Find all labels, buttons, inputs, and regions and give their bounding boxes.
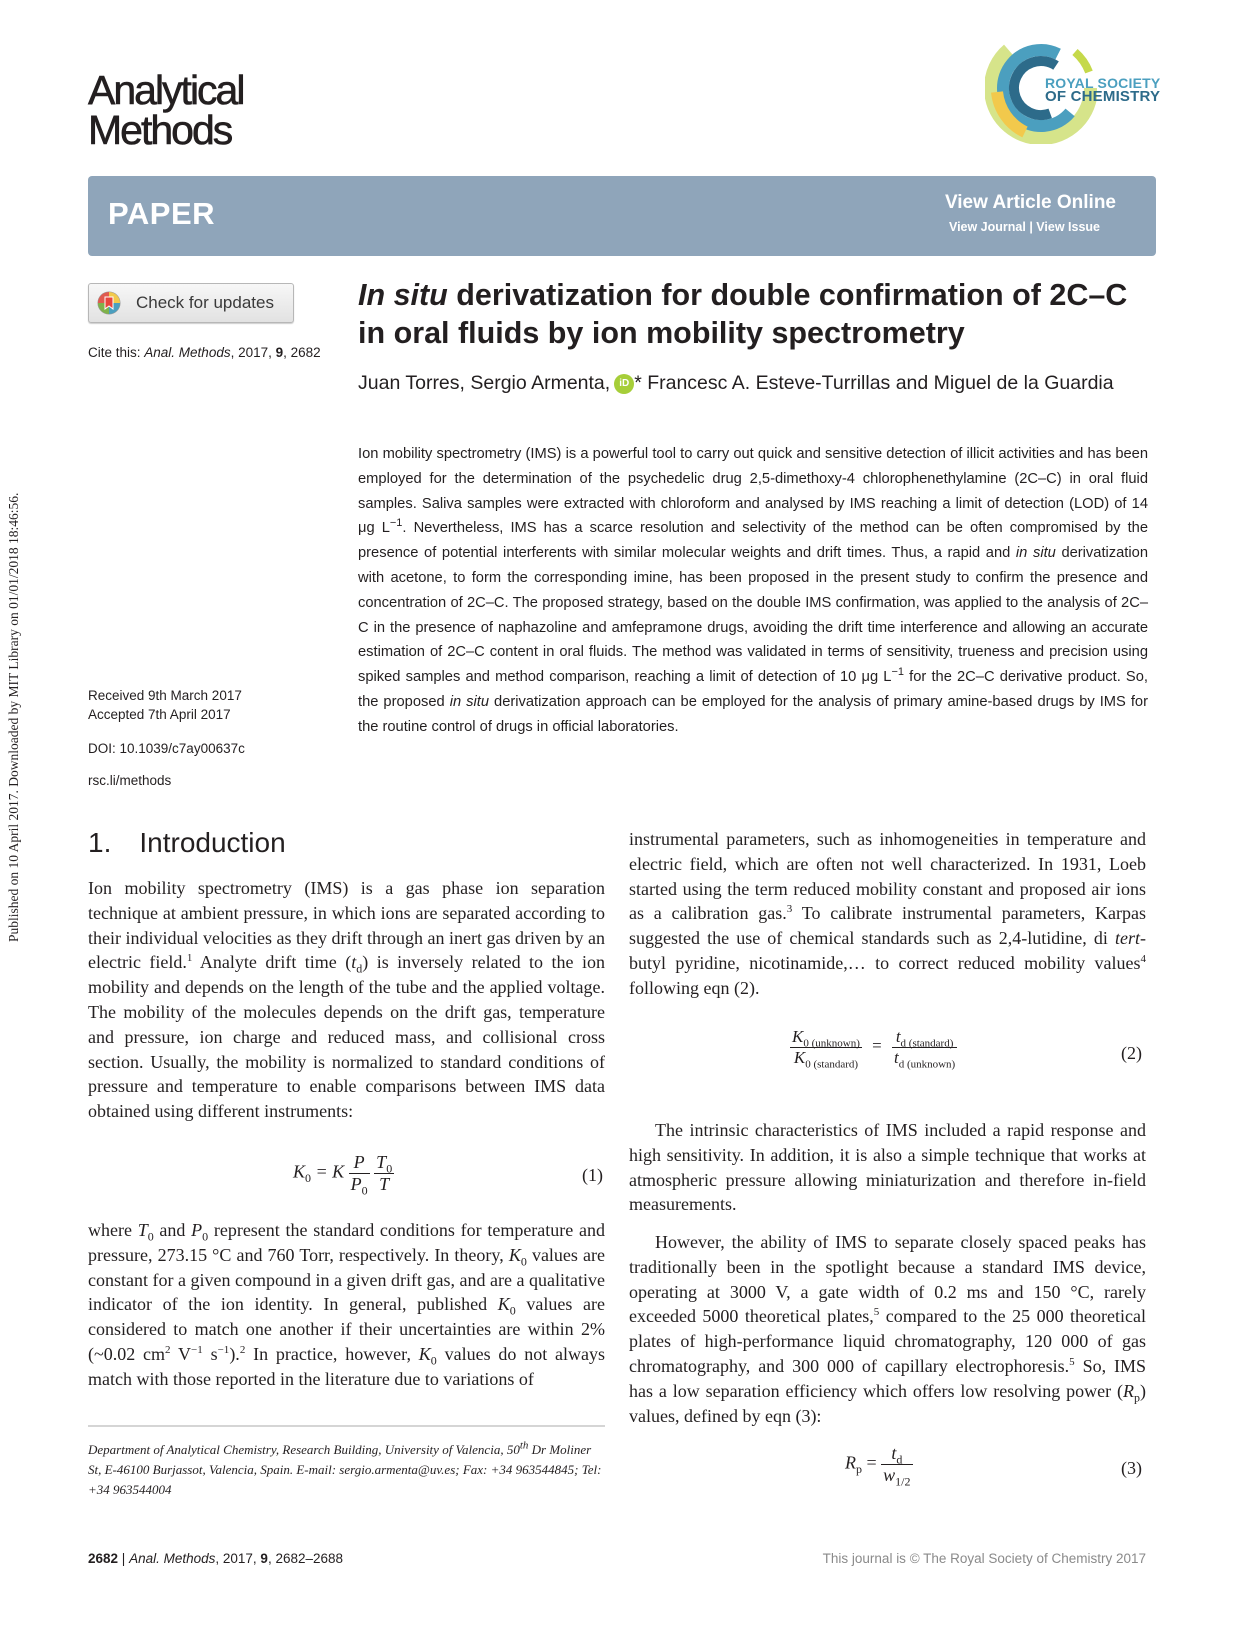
paragraph-text: following eqn (2). bbox=[629, 977, 760, 998]
math-sub: 0 bbox=[202, 1229, 209, 1244]
crossmark-icon bbox=[97, 291, 121, 315]
paragraph-text: Ion mobility spectrometry (IMS) is a gas phase ion separation technique at ambient pressure, in which ions are separated according to their individual velocities as they drift through an inert gas driven by an electric field. bbox=[88, 878, 605, 973]
paragraph-text: where bbox=[88, 1220, 138, 1240]
paragraph-text: ) values, defined by eqn (3): bbox=[629, 1380, 1146, 1426]
math-sup: −1 bbox=[217, 1343, 230, 1356]
paragraph-text: ). bbox=[229, 1343, 240, 1364]
paragraph-text: So, IMS has a low separation efficiency which offers low resolving power ( bbox=[629, 1355, 1146, 1401]
reference-5[interactable]: 5 bbox=[1069, 1355, 1075, 1368]
article-type-banner bbox=[88, 176, 1156, 256]
journal-logo bbox=[88, 67, 288, 153]
right-paragraph-1 bbox=[629, 827, 1146, 1001]
math-var: T bbox=[137, 1220, 148, 1240]
cite-label: Cite this: bbox=[88, 345, 145, 360]
section-heading-introduction bbox=[88, 827, 286, 859]
rsc-logo bbox=[985, 32, 1161, 144]
authors-part1: Juan Torres, Sergio Armenta, bbox=[358, 372, 611, 394]
section-number: 1. bbox=[88, 827, 112, 858]
paragraph-text: values are constant for a given compound in a given drift gas, and are a qualitative indicator of the ion identity. In general, published bbox=[88, 1244, 605, 1315]
paragraph-text: To calibrate instrumental parameters, Karpas suggested the use of chemical standards such as 2,4-lutidine, di bbox=[629, 903, 1146, 949]
eq-sub: 0 bbox=[386, 1161, 393, 1176]
journal-name-line1: Analytical bbox=[88, 67, 244, 113]
math-var: t bbox=[351, 952, 357, 973]
paragraph-text: compared to the 25 000 theoretical plates of high-performance liquid chromatography, 120 000 of gas chromatography, and 300 000 of capillary electrophoresis. bbox=[629, 1306, 1146, 1376]
abstract-text: . Nevertheless, IMS has a scarce resolution and selectivity of the method can be often compromised by the presence of potential interferents with similar molecular weights and drift times. Thus, a rapid and bbox=[358, 520, 1148, 562]
eq-denominator: K bbox=[793, 1048, 806, 1067]
footer-citation bbox=[88, 1551, 343, 1566]
eq-var: R bbox=[845, 1452, 856, 1473]
title-italic: In situ bbox=[358, 278, 448, 312]
math-sub: p bbox=[1134, 1390, 1140, 1405]
math-var: P bbox=[191, 1220, 203, 1240]
math-var: K bbox=[418, 1343, 431, 1364]
eq-denominator: w bbox=[883, 1465, 896, 1485]
paragraph-text: V bbox=[170, 1343, 192, 1364]
view-issue-link[interactable]: View Issue bbox=[1036, 220, 1100, 234]
math-var: K bbox=[497, 1294, 510, 1315]
eq-fraction bbox=[349, 1152, 370, 1198]
math-sub: 0 bbox=[147, 1229, 154, 1244]
citation bbox=[88, 343, 321, 362]
check-for-updates-button[interactable] bbox=[88, 283, 294, 323]
paragraph-text: Analyte drift time ( bbox=[192, 952, 352, 973]
abstract-sup: −1 bbox=[389, 517, 403, 530]
eq-op: = bbox=[862, 1452, 882, 1473]
abstract-text: Ion mobility spectrometry (IMS) is a powerful tool to carry out quick and sensitive detection of illicit activities and has been employed for the determination of the psychedelic drug 2,5-dimethoxy-4 chlorophenethylamine (2C–C) in oral fluid samples. Saliva samples were extracted with chloroform and analysed by IMS reaching a limit of detection (LOD) of 14 μg L bbox=[358, 446, 1148, 537]
journal-name-line2: Methods bbox=[88, 107, 232, 153]
eq-sub: 0 bbox=[305, 1171, 312, 1186]
banner-link-separator: | bbox=[1025, 220, 1037, 234]
equation-number: (1) bbox=[582, 1165, 603, 1185]
equation-number: (2) bbox=[1121, 1043, 1142, 1063]
paragraph-text: values do not always match with those reported in the literature due to variations of bbox=[88, 1343, 605, 1389]
eq-sub: p bbox=[856, 1462, 862, 1477]
equation-2 bbox=[790, 1027, 957, 1071]
footer-year: , 2017, bbox=[215, 1551, 261, 1566]
math-sub: 0 bbox=[509, 1303, 516, 1318]
authors bbox=[358, 370, 1158, 396]
journal-link[interactable]: rsc.li/methods bbox=[88, 773, 172, 788]
reference-4[interactable]: 4 bbox=[1140, 952, 1146, 965]
footer-journal: Anal. Methods bbox=[129, 1551, 216, 1566]
paragraph-text: represent the standard conditions for temperature and pressure, 273.15 °C and 760 Torr, respectively. In theory, bbox=[88, 1220, 605, 1265]
title-rest: derivatization for double confirmation of 2C–C in oral fluids by ion mobility spectrometry bbox=[358, 278, 1128, 350]
italic-text: tert bbox=[1115, 928, 1140, 949]
eq-fraction bbox=[892, 1027, 957, 1071]
eq-denominator: P bbox=[350, 1174, 362, 1194]
eq-sub: d (standard) bbox=[900, 1037, 954, 1050]
accepted-date: Accepted 7th April 2017 bbox=[88, 707, 231, 722]
math-sub: d bbox=[356, 961, 363, 976]
section-title: Introduction bbox=[139, 827, 286, 858]
abstract-sup: −1 bbox=[891, 666, 904, 679]
abstract-text: derivatization with acetone, to form the corresponding imine, has been proposed in the present study to confirm the presence and concentration of 2C–C. The proposed strategy, based on the double IMS confirmation, was applied to the analysis of 2C–C in the presence of naphazoline and amfepramone drugs, avoiding the drift time interference and allowing an accurate estimation of 2C–C content in oral fluids. The method was validated in terms of sensitivity, trueness and precision using spiked samples and method comparison, reaching a limit of detection of 10 μg L bbox=[358, 545, 1148, 686]
paragraph-text: s bbox=[202, 1343, 218, 1364]
footnote-text: Department of Analytical Chemistry, Research Building, University of Valencia, 50 bbox=[88, 1442, 520, 1457]
equation-number: (3) bbox=[1121, 1458, 1142, 1478]
eq-numerator: t bbox=[891, 1443, 897, 1463]
math-sup: 2 bbox=[165, 1343, 171, 1356]
eq-numerator: t bbox=[895, 1027, 901, 1046]
eq-sub: d bbox=[896, 1452, 903, 1467]
abstract-italic: in situ bbox=[1015, 545, 1056, 562]
eq-fraction bbox=[790, 1027, 862, 1071]
orcid-icon[interactable]: iD bbox=[614, 374, 634, 394]
affiliation-footnote bbox=[88, 1440, 605, 1500]
reference-3[interactable]: 3 bbox=[786, 903, 793, 916]
paragraph-text: In practice, however, bbox=[245, 1343, 419, 1364]
cite-page: , 2682 bbox=[283, 345, 321, 360]
authors-part2: * Francesc A. Esteve-Turrillas and Miguel de la Guardia bbox=[634, 372, 1114, 394]
eq-numerator: P bbox=[349, 1152, 370, 1174]
abstract-text: for the 2C–C derivative product. So, the proposed bbox=[358, 669, 1148, 710]
eq-sub: d (unknown) bbox=[898, 1058, 956, 1071]
abstract bbox=[358, 442, 1148, 740]
footnote-divider bbox=[88, 1425, 605, 1427]
abstract-text: derivatization approach can be employed for the analysis of primary amine-based drugs by IMS for the routine control of drugs in official laboratories. bbox=[358, 693, 1148, 735]
paragraph-text: and bbox=[153, 1220, 192, 1240]
cite-journal: Anal. Methods bbox=[144, 345, 231, 360]
footnote-text: Dr Moliner St, E-46100 Burjassot, Valencia, Spain. E-mail: sergio.armenta@uv.es; Fax: +34 963544845; Tel: +34 963544004 bbox=[88, 1442, 602, 1497]
paragraph-text: instrumental parameters, such as inhomogeneities in temperature and electric field, which are often not well characterized. In 1931, Loeb started using the term reduced mobility constant and proposed air ions as a calibration gas. bbox=[629, 829, 1146, 924]
download-stamp: Published on 10 April 2017. Downloaded by MIT Library on 01/01/2018 18:46:56. bbox=[6, 492, 21, 942]
eq-fraction bbox=[881, 1443, 912, 1489]
view-journal-link[interactable]: View Journal bbox=[948, 220, 1026, 234]
cite-volume: 9 bbox=[275, 345, 284, 360]
eq-sub: 0 (standard) bbox=[805, 1058, 859, 1071]
math-sub: 0 bbox=[520, 1254, 527, 1269]
math-var: R bbox=[1123, 1380, 1134, 1401]
check-for-updates-label: Check for updates bbox=[136, 293, 274, 312]
abstract-italic: in situ bbox=[449, 693, 490, 710]
received-date: Received 9th March 2017 bbox=[88, 688, 242, 703]
equation-1 bbox=[293, 1152, 394, 1198]
paragraph-text: -butyl pyridine, nicotinamide,… to correct reduced mobility values bbox=[629, 928, 1146, 973]
reference-2[interactable]: 2 bbox=[239, 1343, 246, 1356]
article-type-label: PAPER bbox=[108, 196, 216, 231]
footer-separator: | bbox=[118, 1551, 130, 1566]
reference-5[interactable]: 5 bbox=[873, 1306, 880, 1319]
paragraph-text: values are considered to match one another if their uncertainties are within 2% (~0.02 cm bbox=[88, 1294, 605, 1364]
equation-3 bbox=[845, 1443, 913, 1489]
footer-volume: 9 bbox=[260, 1551, 268, 1566]
intro-paragraph-2 bbox=[88, 1218, 605, 1392]
eq-var: K bbox=[293, 1161, 306, 1182]
eq-sub: 0 (unknown) bbox=[803, 1037, 860, 1050]
eq-denominator: t bbox=[893, 1048, 899, 1067]
eq-sub: 0 bbox=[361, 1183, 368, 1198]
rsc-text-line1: ROYAL SOCIETY bbox=[1045, 75, 1161, 91]
eq-denominator: T bbox=[379, 1174, 390, 1194]
math-sup: −1 bbox=[191, 1343, 203, 1356]
footnote-sup: th bbox=[519, 1439, 529, 1452]
cite-year: , 2017, bbox=[230, 345, 276, 360]
math-sub: 0 bbox=[430, 1353, 437, 1368]
eq-sub: 1/2 bbox=[895, 1474, 911, 1489]
rsc-text-line2: OF CHEMISTRY bbox=[1045, 88, 1161, 105]
eq-numerator: T bbox=[376, 1152, 387, 1172]
right-paragraph-2: The intrinsic characteristics of IMS included a rapid response and high sensitivity. In addition, it is also a simple technique that works at atmospheric pressure allowing miniaturization and therefore in-field measurements. bbox=[629, 1120, 1146, 1215]
banner-links bbox=[949, 220, 1100, 234]
article-title bbox=[358, 276, 1148, 352]
math-var: K bbox=[508, 1244, 521, 1265]
copyright-notice: This journal is © The Royal Society of Chemistry 2017 bbox=[822, 1551, 1146, 1566]
page-number: 2682 bbox=[88, 1551, 119, 1566]
intro-paragraph-1 bbox=[88, 876, 605, 1124]
doi[interactable]: DOI: 10.1039/c7ay00637c bbox=[88, 741, 245, 756]
reference-1[interactable]: 1 bbox=[186, 952, 193, 965]
paragraph-text: ) is inversely related to the ion mobility and depends on the length of the tube and the applied voltage. The mobility of the molecules depends on the drift gas, temperature and pressure, ion charge and reduced mass, and collisional cross section. Usually, the mobility is normalized to standard conditions of pressure and temperature to enable comparisons between IMS data obtained using different instruments: bbox=[88, 952, 605, 1122]
paragraph-text: However, the ability of IMS to separate closely spaced peaks has traditionally been in the spotlight because a standard IMS device, operating at 3000 V, a gate width of 0.2 ms and 150 °C, rarely exceeded 5000 theoretical plates, bbox=[629, 1232, 1146, 1327]
eq-op: = bbox=[872, 1036, 882, 1056]
eq-fraction bbox=[374, 1152, 394, 1195]
right-paragraph-3 bbox=[629, 1230, 1146, 1428]
eq-numerator: K bbox=[792, 1027, 804, 1046]
footer-pages: , 2682–2688 bbox=[267, 1551, 344, 1566]
eq-op: = K bbox=[311, 1161, 345, 1182]
view-article-online-link[interactable]: View Article Online bbox=[944, 192, 1116, 213]
